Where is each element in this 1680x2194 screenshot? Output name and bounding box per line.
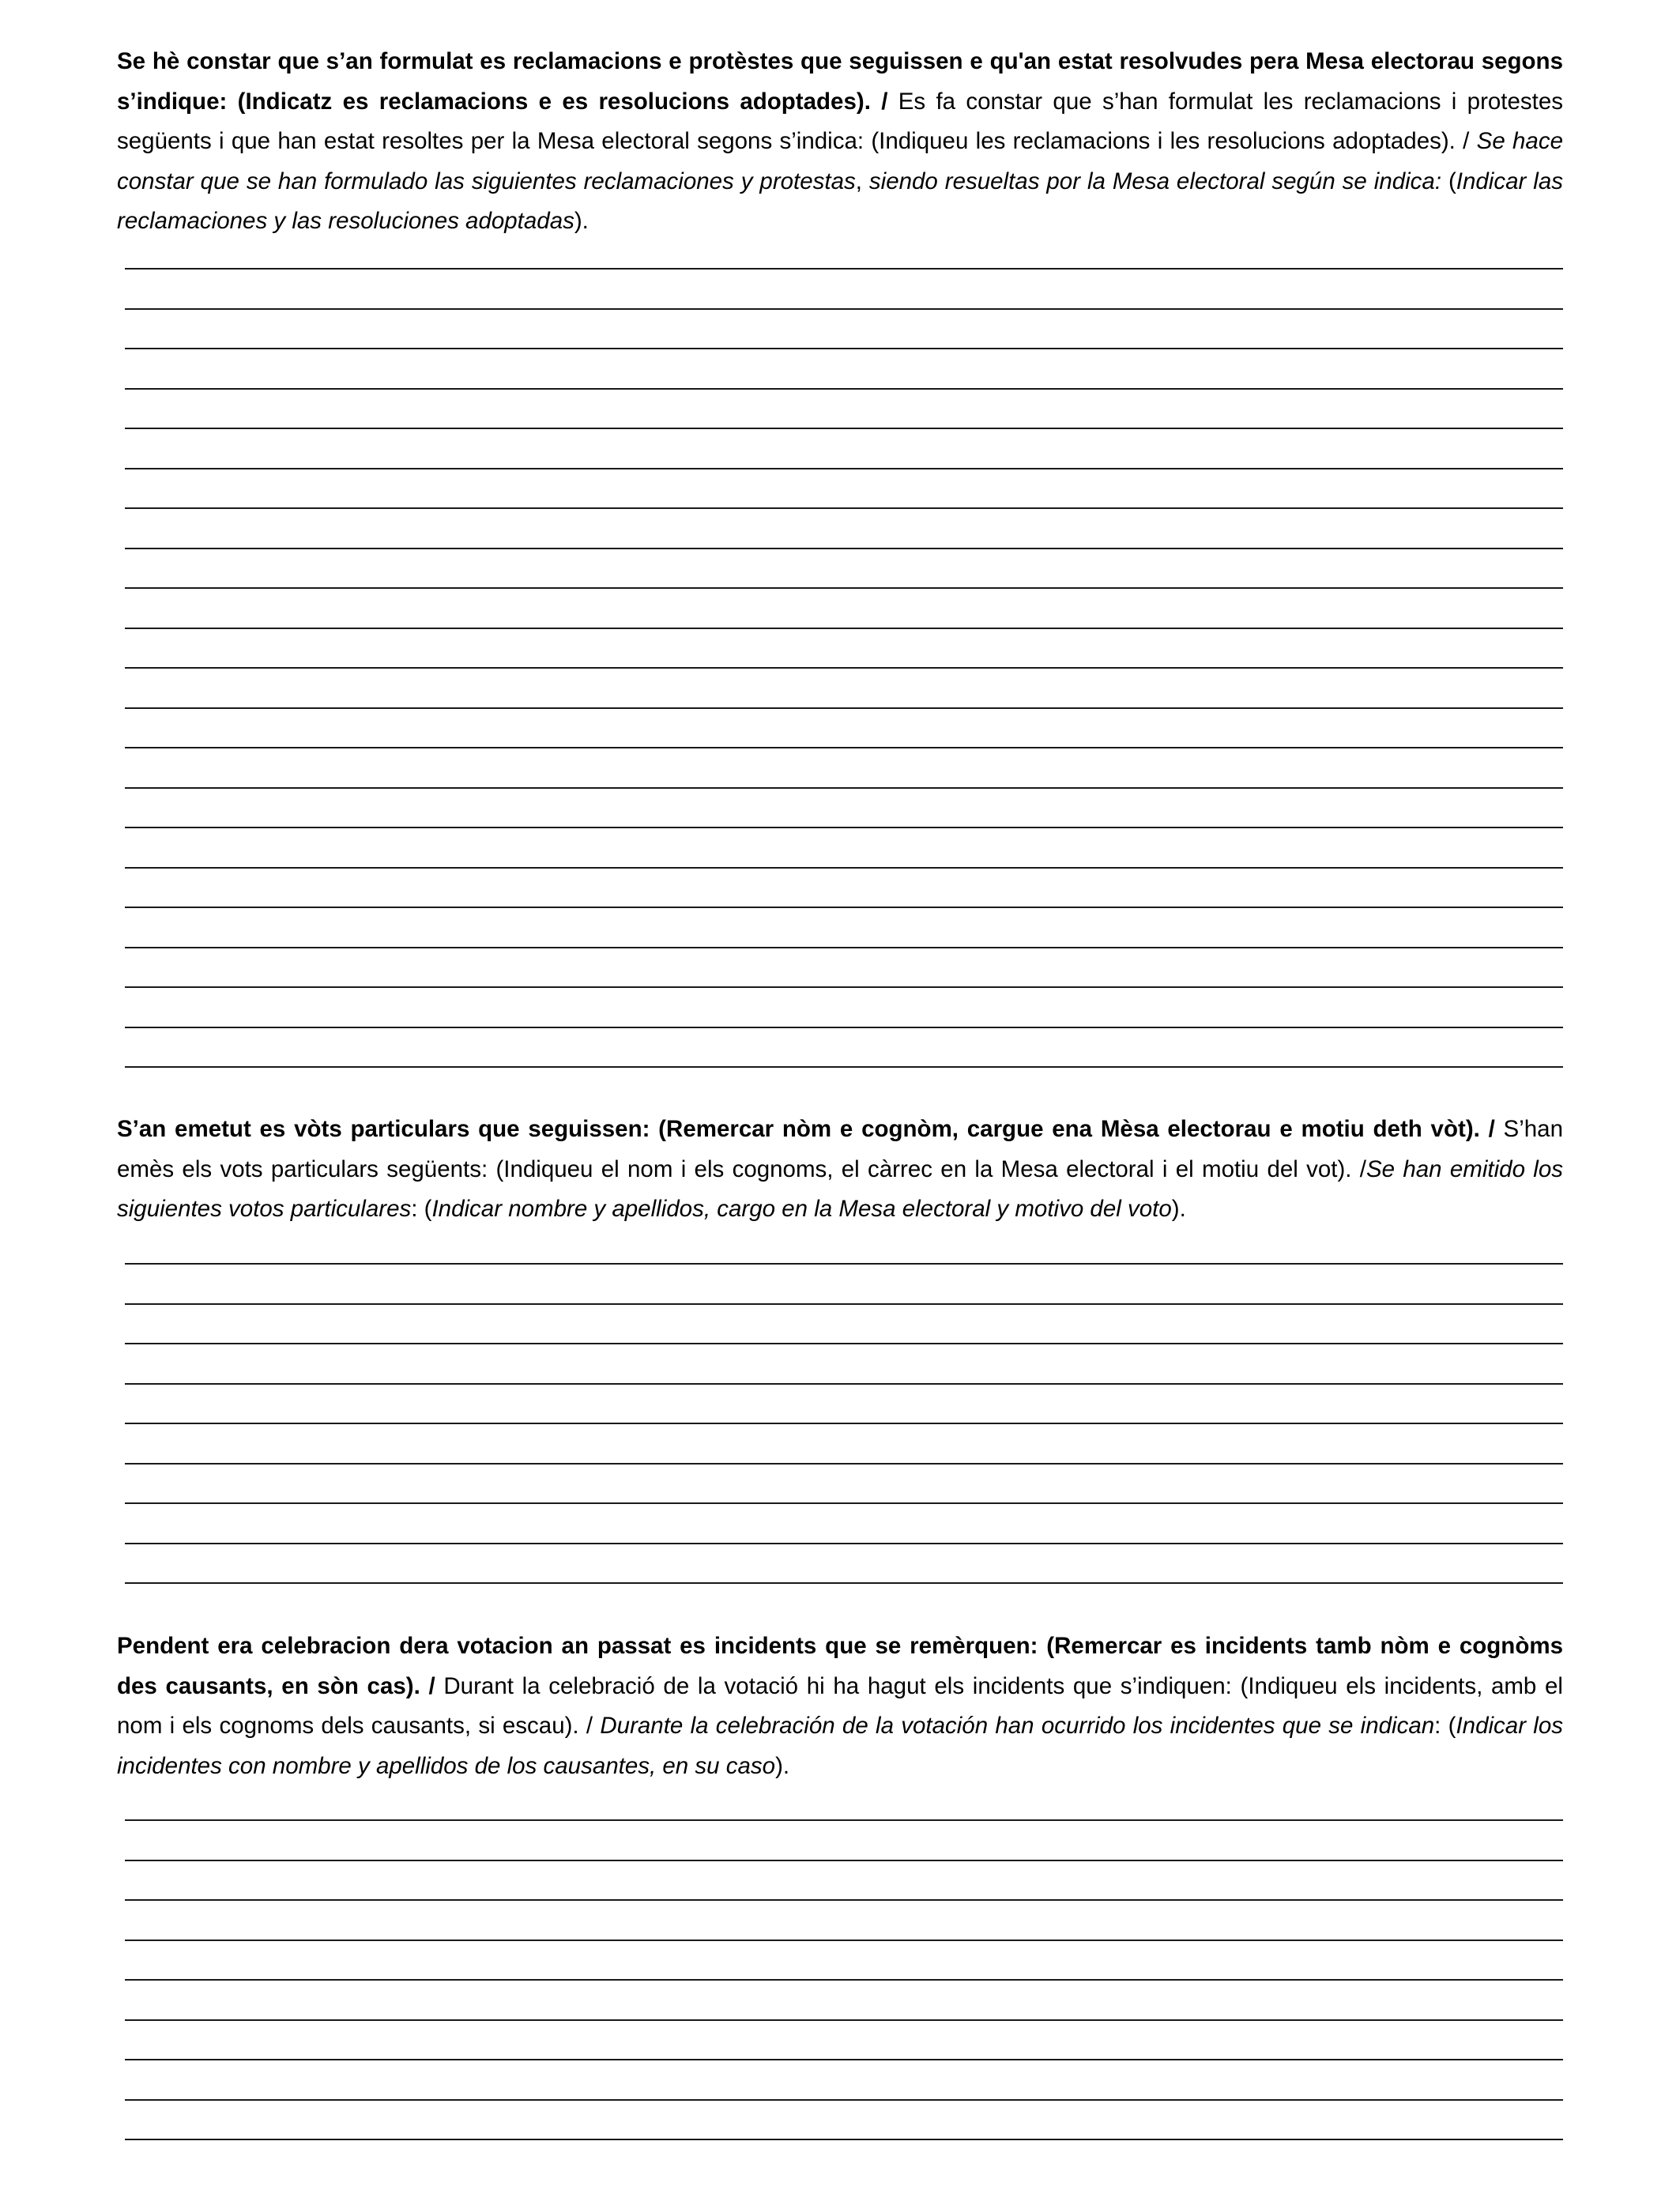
writing-line[interactable] bbox=[125, 388, 1563, 390]
claims-catalan-text: Es fa constar que s’han formulat les reclamacions i protestes següents i que han estat resoltes per la Mesa electoral segons s’indica: (Indiqueu les reclamacions i les resolucions adoptades). / bbox=[117, 88, 1564, 154]
writing-line[interactable] bbox=[125, 1899, 1563, 1901]
writing-line[interactable] bbox=[125, 2019, 1563, 2021]
writing-line[interactable] bbox=[125, 827, 1563, 828]
particular-votes-instructions bbox=[117, 1110, 1563, 1230]
particular-votes-section bbox=[117, 1110, 1563, 1230]
incidents-section bbox=[117, 1627, 1563, 1786]
writing-line[interactable] bbox=[125, 1819, 1563, 1821]
incidents-occitan-instruction: Remercar es incidents tamb nòm e cognòms des causants, en sòn cas bbox=[117, 1633, 1563, 1699]
writing-line[interactable] bbox=[125, 2059, 1563, 2060]
claims-spanish-sep: , bbox=[855, 168, 869, 194]
writing-line[interactable] bbox=[125, 1027, 1563, 1028]
claims-instructions bbox=[117, 42, 1563, 242]
writing-line[interactable] bbox=[125, 268, 1563, 270]
writing-line[interactable] bbox=[125, 1860, 1563, 1861]
writing-line[interactable] bbox=[125, 867, 1563, 869]
votes-spanish-sep: : bbox=[411, 1196, 424, 1222]
claims-occitan-close: ). / bbox=[856, 88, 898, 115]
votes-catalan-text: S’han emès els vots particulars següents: (Indiqueu el nom i els cognoms, el càrrec en la Mesa electoral i el motiu del vot). / bbox=[117, 1116, 1563, 1182]
writing-line[interactable] bbox=[125, 1463, 1563, 1465]
votes-occitan-text: S’an emetut es vòts particulars que seguissen: ( bbox=[117, 1116, 667, 1142]
claims-spanish-paren-close: ). bbox=[574, 208, 589, 234]
writing-line[interactable] bbox=[125, 628, 1563, 629]
writing-line[interactable] bbox=[125, 1502, 1563, 1504]
votes-spanish-text: Se han emitido los siguientes votos particulares bbox=[117, 1155, 1563, 1222]
writing-line[interactable] bbox=[125, 1343, 1563, 1344]
claims-spanish-text-2: siendo resueltas por la Mesa electoral según se indica: bbox=[868, 168, 1448, 194]
writing-line[interactable] bbox=[125, 1423, 1563, 1424]
writing-line[interactable] bbox=[125, 1066, 1563, 1068]
claims-spanish-instruction: Indicar las reclamaciones y las resoluciones adoptadas bbox=[117, 168, 1563, 234]
claims-spanish-text: Se hace constar que se han formulado las siguientes reclamaciones y protestas bbox=[117, 128, 1563, 194]
writing-line[interactable] bbox=[125, 1263, 1563, 1265]
incidents-instructions bbox=[117, 1627, 1563, 1786]
writing-line[interactable] bbox=[125, 1303, 1563, 1305]
incidents-catalan-text: Durant la celebració de la votació hi ha hagut els incidents que s’indiquen: (Indiqueu els incidents, amb el nom i els cognoms dels causants, si escau). / bbox=[117, 1672, 1563, 1739]
writing-line[interactable] bbox=[125, 667, 1563, 669]
writing-line[interactable] bbox=[125, 428, 1563, 429]
incidents-spanish-instruction: Indicar los incidentes con nombre y apellidos de los causantes, en su caso bbox=[117, 1713, 1563, 1779]
writing-line[interactable] bbox=[125, 1979, 1563, 1981]
claims-section bbox=[117, 42, 1563, 242]
votes-occitan-close: ). / bbox=[1465, 1116, 1504, 1142]
writing-line[interactable] bbox=[125, 947, 1563, 948]
incidents-occitan-text: Pendent era celebracion dera votacion an passat es incidents que se remèrquen: ( bbox=[117, 1633, 1055, 1659]
writing-line[interactable] bbox=[125, 707, 1563, 709]
writing-line[interactable] bbox=[125, 1543, 1563, 1544]
writing-line[interactable] bbox=[125, 348, 1563, 349]
votes-spanish-paren-close: ). bbox=[1171, 1196, 1186, 1222]
writing-line[interactable] bbox=[125, 587, 1563, 589]
writing-line[interactable] bbox=[125, 986, 1563, 988]
writing-line[interactable] bbox=[125, 907, 1563, 908]
claims-occitan-text: Se hè constar que s’an formulat es reclamacions e protèstes que seguissen e qu'an estat resolvudes pera Mesa electorau segons s’indique: ( bbox=[117, 48, 1563, 115]
writing-line[interactable] bbox=[125, 787, 1563, 789]
votes-occitan-instruction: Remercar nòm e cognòm, cargue ena Mèsa electorau e motiu deth vòt bbox=[666, 1116, 1466, 1142]
incidents-spanish-paren-open: ( bbox=[1448, 1713, 1456, 1739]
writing-line[interactable] bbox=[125, 2099, 1563, 2101]
writing-line[interactable] bbox=[125, 1582, 1563, 1584]
incidents-occitan-close: ). / bbox=[405, 1672, 444, 1699]
writing-line[interactable] bbox=[125, 1383, 1563, 1385]
writing-line[interactable] bbox=[125, 747, 1563, 748]
writing-line[interactable] bbox=[125, 507, 1563, 509]
writing-line[interactable] bbox=[125, 468, 1563, 469]
writing-line[interactable] bbox=[125, 2139, 1563, 2140]
incidents-spanish-text: Durante la celebración de la votación han ocurrido los incidentes que se indican bbox=[600, 1713, 1435, 1739]
incidents-spanish-paren-close: ). bbox=[775, 1752, 790, 1779]
claims-occitan-instruction: Indicatz es reclamacions e es resolucions adoptades bbox=[245, 88, 857, 115]
incidents-spanish-sep: : bbox=[1434, 1713, 1448, 1739]
writing-line[interactable] bbox=[125, 308, 1563, 310]
writing-line[interactable] bbox=[125, 548, 1563, 549]
votes-spanish-paren-open: ( bbox=[424, 1196, 432, 1222]
writing-line[interactable] bbox=[125, 1940, 1563, 1941]
claims-spanish-paren-open: ( bbox=[1448, 168, 1456, 194]
votes-spanish-instruction: Indicar nombre y apellidos, cargo en la Mesa electoral y motivo del voto bbox=[431, 1196, 1172, 1222]
